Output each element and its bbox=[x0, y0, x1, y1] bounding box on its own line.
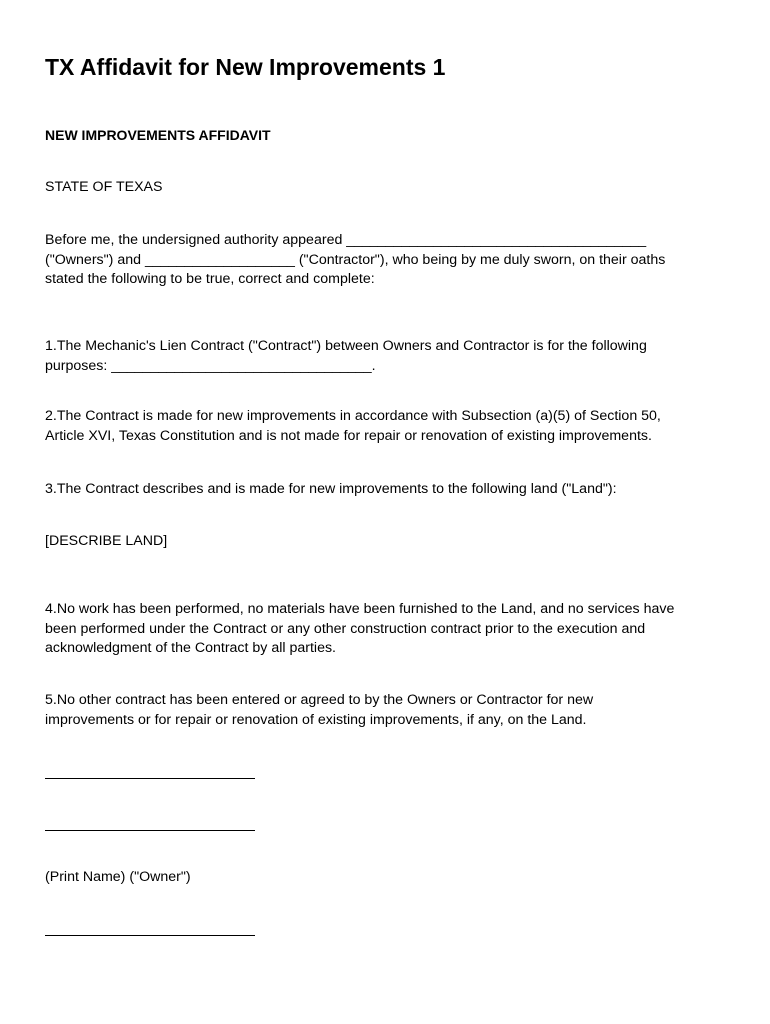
item-4-line: acknowledgment of the Contract by all parties. bbox=[45, 640, 336, 656]
affidavit-heading: NEW IMPROVEMENTS AFFIDAVIT bbox=[45, 127, 271, 143]
item-1-line: 1.The Mechanic's Lien Contract ("Contract") between Owners and Contractor is for the following bbox=[45, 338, 647, 354]
item-4-line: 4.No work has been performed, no materials have been furnished to the Land, and no services have bbox=[45, 601, 675, 617]
item-2-line: 2.The Contract is made for new improvements in accordance with Subsection (a)(5) of Section 50, bbox=[45, 408, 661, 424]
describe-land-placeholder: [DESCRIBE LAND] bbox=[45, 533, 168, 549]
item-1-paragraph bbox=[45, 337, 647, 376]
intro-line: stated the following to be true, correct and complete: bbox=[45, 271, 375, 287]
item-5-line: improvements or for repair or renovation of existing improvements, if any, on the Land. bbox=[45, 711, 587, 728]
print-name-label: (Print Name) ("Owner") bbox=[45, 869, 191, 885]
item-3-paragraph: 3.The Contract describes and is made for new improvements to the following land ("Land"): bbox=[45, 481, 617, 497]
item-5-line: 5.No other contract has been entered or agreed to by the Owners or Contractor for new bbox=[45, 692, 594, 708]
item-2-paragraph bbox=[45, 407, 661, 446]
item-5-paragraph bbox=[45, 691, 593, 730]
item-4-line: been performed under the Contract or any other construction contract prior to the execution and bbox=[45, 620, 646, 637]
intro-line: Before me, the undersigned authority appeared ______________________________________ bbox=[45, 232, 647, 248]
item-4-paragraph bbox=[45, 600, 674, 659]
item-2-line: Article XVI, Texas Constitution and is not made for repair or renovation of existing improvements. bbox=[45, 427, 652, 444]
intro-line: ("Owners") and ___________________ ("Contractor"), who being by me duly sworn, on their oaths bbox=[45, 251, 666, 268]
intro-paragraph bbox=[45, 231, 665, 290]
signature-line bbox=[45, 778, 255, 779]
item-1-line: purposes: _________________________________. bbox=[45, 357, 376, 374]
signature-line bbox=[45, 830, 255, 831]
signature-line bbox=[45, 935, 255, 936]
document-title: TX Affidavit for New Improvements 1 bbox=[45, 54, 446, 80]
state-line: STATE OF TEXAS bbox=[45, 179, 163, 195]
